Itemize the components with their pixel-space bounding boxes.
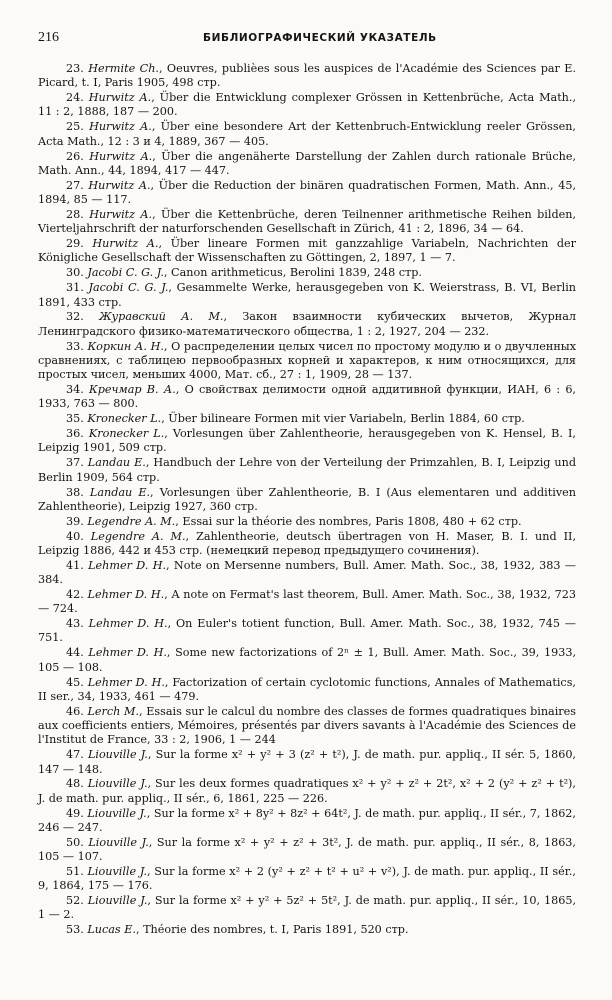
entry-number: 50. <box>66 835 84 849</box>
entry-text: , Über die Kettenbrüche, deren Teilnenner arithmetische Reihen bilden, Vierteljahrschrift der naturforschenden Gesellschaft in Zürich, 41 : 2, 1896, 34 — 64. <box>38 207 577 236</box>
entry-author: Liouville J. <box>87 864 147 878</box>
bibliography-entry <box>38 923 576 937</box>
entry-number: 46. <box>66 704 84 718</box>
entry-text: , On Euler's totient function, Bull. Amer. Math. Soc., 38, 1932, 745 — 751. <box>38 617 576 645</box>
entry-text: , Sur la forme x² + y² + z² + 3t², J. de math. pur. appliq., II sér., 8, 1863, 105 — 107. <box>38 835 576 864</box>
entry-text: , Zahlentheorie, deutsch übertragen von H. Maser, B. I. und II, Leipzig 1886, 442 и 453 стр. (немецкий перевод предыдущего сочинения). <box>38 529 576 557</box>
entry-author: Hurwitz A. <box>92 237 159 251</box>
entry-number: 27. <box>66 178 84 192</box>
bibliography-entry <box>38 646 576 675</box>
entry-number: 32. <box>66 310 84 324</box>
bibliography-entry <box>38 150 576 179</box>
entry-number: 51. <box>66 864 84 878</box>
entry-number: 42. <box>66 587 84 601</box>
entry-author: Hurwitz A. <box>89 207 153 221</box>
entry-number: 38. <box>66 485 84 499</box>
entry-author: Hermite Ch. <box>88 62 159 75</box>
entry-author: Liouville J. <box>87 777 148 791</box>
entry-author: Landau E. <box>89 485 151 499</box>
bibliography-entry <box>38 836 576 865</box>
bibliography-entry <box>38 237 576 266</box>
entry-author: Kronecker L. <box>87 412 162 426</box>
bibliography-entry <box>38 807 576 836</box>
entry-author: Liouville J. <box>87 748 148 762</box>
entry-number: 39. <box>66 514 84 528</box>
entry-author: Hurwitz A. <box>88 178 151 192</box>
entry-author: Landau E. <box>87 456 146 470</box>
bibliography-entry <box>38 486 576 515</box>
entry-text: , Sur la forme x² + y² + 5z² + 5t², J. de math. pur. appliq., II sér., 10, 1865, 1 — 2. <box>38 894 576 922</box>
entry-text: , Закон взаимности кубических вычетов, Журнал Ленинградского физико-математического общества, 1 : 2, 1927, 204 — 232. <box>38 310 576 338</box>
entry-author: Liouville J. <box>88 835 149 849</box>
bibliography-entry <box>38 340 576 383</box>
entry-number: 31. <box>66 281 84 295</box>
entry-text: , Some new factorizations of 2ⁿ ± 1, Bull. Amer. Math. Soc., 39, 1933, 105 — 108. <box>38 646 576 674</box>
entry-number: 28. <box>66 207 84 221</box>
entry-text: , Über die Entwicklung complexer Grössen in Kettenbrüche, Acta Math., 11 : 2, 1888, 187 — 200. <box>38 91 577 119</box>
entry-author: Hurwitz A. <box>89 120 152 134</box>
bibliography-entry <box>38 559 576 588</box>
entry-number: 47. <box>66 748 84 762</box>
entry-text: , Canon arithmeticus, Berolini 1839, 248 стр. <box>163 266 422 280</box>
entry-text: , Über bilineare Formen mit vier Variabeln, Berlin 1884, 60 стр. <box>161 412 525 426</box>
entry-number: 26. <box>66 149 84 163</box>
entry-author: Lerch M. <box>87 704 140 718</box>
entry-author: Кречмар В. А. <box>89 383 176 397</box>
page-number: 216 <box>38 30 59 45</box>
page-header <box>38 30 576 52</box>
entry-number: 30. <box>66 266 84 280</box>
entry-text: , Oeuvres, publièes sous les auspices de l'Académie des Sciences par E. Picard, t. I, Paris 1905, 498 стр. <box>38 62 577 90</box>
entry-number: 37. <box>66 456 84 470</box>
entry-author: Hurwitz A. <box>89 149 153 163</box>
entry-text: , Sur les deux formes quadratiques x² + y² + z² + 2t², x² + 2 (y² + z² + t²), J. de math. pur. appliq., II sér., 6, 1861, 225 — 226. <box>38 777 576 805</box>
bibliography-entry <box>38 179 576 208</box>
entry-author: Liouville J. <box>87 894 148 908</box>
entry-text: , Sur la forme x² + 8y² + 8z² + 64t², J. de math. pur. appliq., II sér., 7, 1862, 246 — 247. <box>38 806 576 834</box>
bibliography-entry <box>38 383 576 412</box>
bibliography-entry <box>38 865 576 894</box>
bibliography-entry <box>38 530 576 559</box>
bibliography-entry <box>38 266 576 280</box>
entry-number: 53. <box>66 923 84 937</box>
entry-number: 29. <box>66 237 84 251</box>
entry-number: 44. <box>66 646 84 660</box>
bibliography-entry <box>38 91 576 120</box>
bibliography-entry <box>38 62 576 91</box>
entry-number: 40. <box>66 529 84 543</box>
bibliography-entry <box>38 281 576 310</box>
entry-text: , Note on Mersenne numbers, Bull. Amer. Math. Soc., 38, 1932, 383 — 384. <box>38 558 576 587</box>
entry-author: Журавский А. М. <box>99 310 224 324</box>
entry-author: Jacobi C. G. J. <box>87 266 164 280</box>
bibliography-entry <box>38 705 576 748</box>
entry-author: Kronecker L. <box>88 427 165 441</box>
entry-text: , Handbuch der Lehre von der Verteilung der Primzahlen, B. I, Leipzig und Berlin 1909, 564 стр. <box>38 456 577 484</box>
entry-text: , Essais sur le calcul du nombre des classes de formes quadratiques binaires aux coefficients entiers, Mémoires, présentés par divers savants à l'Académie des Sciences de l'Institut de France, 33 : 2, 1906, 1 — 244 <box>38 704 577 747</box>
entry-number: 24. <box>66 91 84 105</box>
entry-text: , Essai sur la théorie des nombres, Paris 1808, 480 + 62 стр. <box>175 514 522 528</box>
entry-number: 41. <box>66 558 84 572</box>
entry-author: Коркин А. Н. <box>87 339 164 353</box>
entry-text: , О распределении целых чисел по простому модулю и о двучленных сравнениях, с таблицею первообразных корней и характеров, к ним относящихся, для простых чисел, меньших 4000, Мат. сб., 27 : 1, 1909, 28 — 137. <box>38 339 577 382</box>
entry-author: Jacobi C. G. J. <box>88 281 169 295</box>
entry-text: , Vorlesungen über Zahlentheorie, herausgegeben von K. Hensel, B. I, Leipzig 1901, 509 стр. <box>38 427 576 455</box>
page <box>38 30 576 938</box>
entry-number: 36. <box>66 427 84 441</box>
bibliography-entry <box>38 894 576 923</box>
entry-author: Legendre A. M. <box>90 529 186 543</box>
entry-number: 45. <box>66 675 84 689</box>
entry-text: , Théorie des nombres, t. I, Paris 1891, 520 стр. <box>135 923 409 937</box>
entry-author: Lehmer D. H. <box>87 587 165 601</box>
entry-text: , Sur la forme x² + 2 (y² + z² + t² + u² + v²), J. de math. pur. appliq., II sér., 9, 1864, 175 — 176. <box>38 864 576 893</box>
bibliography-entry <box>38 588 576 617</box>
entry-text: , Sur la forme x² + y² + 3 (z² + t²), J. de math. pur. appliq., II sér. 5, 1860, 147 — 148. <box>38 748 576 776</box>
bibliography-entry <box>38 120 576 149</box>
entry-number: 23. <box>66 62 84 75</box>
entry-text: , Über eine besondere Art der Kettenbruch-Entwicklung reeler Grössen, Acta Math., 12 : 3 и 4, 1889, 367 — 405. <box>38 120 576 148</box>
entry-number: 33. <box>66 339 84 353</box>
bibliography-entry <box>38 777 576 806</box>
entry-text: , Vorlesungen über Zahlentheorie, B. I (Aus elementaren und additiven Zahlentheorie), Leipzig 1927, 360 стр. <box>38 485 576 513</box>
bibliography-entry <box>38 208 576 237</box>
bibliography-entry <box>38 617 576 646</box>
entry-number: 52. <box>66 894 84 908</box>
entry-author: Lehmer D. H. <box>88 558 167 572</box>
bibliography-entry <box>38 412 576 426</box>
entry-author: Liouville J. <box>87 806 147 820</box>
running-title: БИБЛИОГРАФИЧЕСКИЙ УКАЗАТЕЛЬ <box>203 32 437 44</box>
entry-number: 25. <box>66 120 84 134</box>
entry-text: , Gesammelte Werke, herausgegeben von K. Weierstrass, B. VI, Berlin 1891, 433 стр. <box>38 281 577 309</box>
entry-author: Legendre A. M. <box>87 514 176 528</box>
entry-author: Hurwitz A. <box>88 91 152 105</box>
bibliography-entry <box>38 427 576 456</box>
entry-author: Lehmer D. H. <box>88 646 167 660</box>
bibliography-entry <box>38 515 576 529</box>
entry-text: , Über lineare Formen mit ganzzahlige Variabeln, Nachrichten der Königliche Gesellschaft der Wissenschaften zu Göttingen, 2, 1897, 1 — 7. <box>38 237 577 265</box>
entry-number: 35. <box>66 412 84 426</box>
bibliography-entry <box>38 310 576 339</box>
entry-text: , О свойствах делимости одной аддитивной функции, ИАН, 6 : 6, 1933, 763 — 800. <box>38 383 576 411</box>
bibliography-list <box>38 62 576 938</box>
entry-author: Lehmer D. H. <box>87 675 165 689</box>
bibliography-entry <box>38 748 576 777</box>
entry-author: Lucas E. <box>87 923 136 937</box>
bibliography-entry <box>38 456 576 485</box>
entry-text: , Über die Reduction der binären quadratischen Formen, Math. Ann., 45, 1894, 85 — 117. <box>38 178 576 207</box>
entry-number: 43. <box>66 617 84 631</box>
entry-number: 49. <box>66 806 84 820</box>
bibliography-entry <box>38 676 576 705</box>
entry-author: Lehmer D. H. <box>88 617 168 631</box>
entry-text: , A note on Fermat's last theorem, Bull. Amer. Math. Soc., 38, 1932, 723 — 724. <box>38 587 576 616</box>
entry-number: 34. <box>66 383 84 397</box>
entry-number: 48. <box>66 777 84 791</box>
entry-text: , Über die angenäherte Darstellung der Zahlen durch rationale Brüche, Math. Ann., 44, 1894, 417 — 447. <box>38 149 576 177</box>
entry-text: , Factorization of certain cyclotomic functions, Annales of Mathematics, II ser., 34, 1933, 461 — 479. <box>38 675 576 703</box>
